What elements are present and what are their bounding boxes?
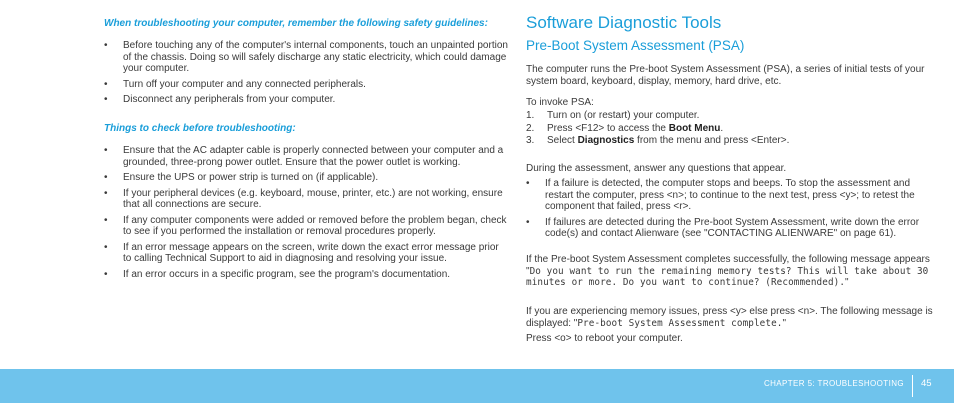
success-text-end: " xyxy=(845,277,849,288)
step-number: 2. xyxy=(526,122,535,134)
success-paragraph xyxy=(526,254,936,289)
steps-list xyxy=(526,110,936,148)
memory-text-end: " xyxy=(782,317,787,329)
list-item: • If a failure is detected, the computer stops and beeps. To stop the assessment and restart the computer, press <n>; to continue to the next test, press <y>; to retest the component that failed, press <r>. xyxy=(526,178,936,213)
list-item: • If any computer components were added or removed before the problem began, check to see if you performed the installation or removal procedures properly. xyxy=(104,215,509,238)
step-text: . xyxy=(720,122,724,134)
during-list xyxy=(526,178,936,244)
during-paragraph: During the assessment, answer any questions that appear. xyxy=(526,163,787,174)
list-item: • Turn off your computer and any connected peripherals. xyxy=(104,79,509,91)
section-subtitle: Pre-Boot System Assessment (PSA) xyxy=(526,38,745,53)
step-text: Turn on (or restart) your computer. xyxy=(547,110,700,121)
check-heading: Things to check before troubleshooting: xyxy=(104,123,296,134)
step-number: 3. xyxy=(526,135,535,146)
step-item xyxy=(526,135,936,148)
success-text: If the Pre-boot System Assessment completes successfully, the following message appears " xyxy=(526,254,930,277)
step-bold: Diagnostics xyxy=(577,135,635,146)
page-number: 45 xyxy=(921,378,932,389)
page-title: Software Diagnostic Tools xyxy=(526,13,722,32)
invoke-label: To invoke PSA: xyxy=(526,97,594,108)
check-list xyxy=(104,145,509,284)
step-bold: Boot Menu xyxy=(668,122,721,134)
reboot-paragraph: Press <o> to reboot your computer. xyxy=(526,333,683,344)
safety-list xyxy=(104,40,509,110)
list-item: • If an error message appears on the screen, write down the exact error message prior to calling Technical Support to aid in diagnosing and resolving your issue. xyxy=(104,242,509,265)
list-item: • Ensure the UPS or power strip is turned on (if applicable). xyxy=(104,172,509,184)
list-item: • If failures are detected during the Pre-boot System Assessment, write down the error code(s) and contact Alienware (see "CONTACTING ALIENWARE" on page 61). xyxy=(526,217,936,240)
step-item xyxy=(526,123,936,136)
step-number: 1. xyxy=(526,110,535,121)
list-item: • If an error occurs in a specific program, see the program's documentation. xyxy=(104,269,509,281)
memory-text: If you are experiencing memory issues, press <y> else press <n>. The following message is displayed: " xyxy=(526,306,933,329)
list-item: • Before touching any of the computer's internal components, touch an unpainted portion of the chassis. Doing so will safely discharge any static electricity, which could damage your computer. xyxy=(104,40,509,75)
success-message: Do you want to run the remaining memory tests? This will take about 30 minutes or more. Do you want to continue? (Recommended). xyxy=(526,265,929,288)
memory-message: Pre-boot System Assessment complete. xyxy=(577,317,783,329)
chapter-label: CHAPTER 5: TROUBLESHOOTING xyxy=(763,379,904,388)
safety-heading: When troubleshooting your computer, remember the following safety guidelines: xyxy=(104,18,488,29)
step-item xyxy=(526,110,936,123)
footer-divider xyxy=(912,375,913,397)
step-text: from the menu and press <Enter>. xyxy=(634,135,790,146)
intro-paragraph: The computer runs the Pre-boot System Assessment (PSA), a series of initial tests of your system board, keyboard, display, memory, hard drive, etc. xyxy=(526,64,925,87)
list-item: • Disconnect any peripherals from your computer. xyxy=(104,94,509,106)
footer-bar xyxy=(0,369,954,403)
list-item: • Ensure that the AC adapter cable is properly connected between your computer and a grounded, three-prong power outlet. Ensure that the power outlet is working. xyxy=(104,145,509,168)
step-text: Select xyxy=(547,135,578,146)
step-text: Press <F12> to access the xyxy=(547,122,669,134)
memory-paragraph xyxy=(526,306,936,329)
list-item: • If your peripheral devices (e.g. keyboard, mouse, printer, etc.) are not working, ensure that all connections are secure. xyxy=(104,188,509,211)
